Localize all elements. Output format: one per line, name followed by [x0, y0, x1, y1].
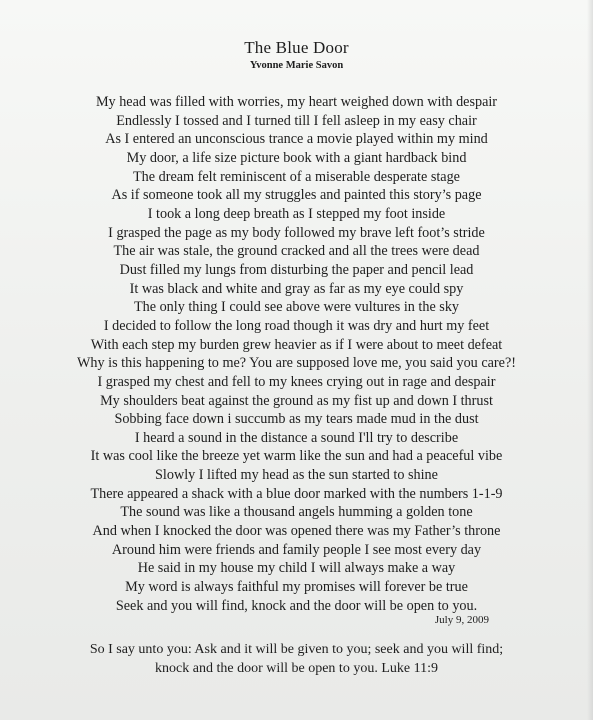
verse-line: So I say unto you: Ask and it will be given to you; seek and you will find; [89, 642, 504, 657]
poem-line: As if someone took all my struggles and painted this story’s page [111, 187, 482, 204]
poem-line: My word is always faithful my promises will forever be true [125, 579, 468, 596]
poem-line: Dust filled my lungs from disturbing the paper and pencil lead [119, 261, 474, 278]
poem-line: I took a long deep breath as I stepped my foot inside [147, 205, 446, 222]
poem-line: Endlessly I tossed and I turned till I fell asleep in my easy chair [116, 112, 477, 129]
poem-line: Sobbing face down i succumb as my tears made mud in the dust [114, 411, 479, 428]
poem-line: He said in my house my child I will always make a way [137, 560, 456, 577]
poem-line: My door, a life size picture book with a giant hardback bind [126, 149, 467, 166]
poem-line: The dream felt reminiscent of a miserable desperate stage [133, 168, 460, 185]
poem-line: I heard a sound in the distance a sound I'll try to describe [134, 429, 459, 446]
poem-line: With each step my burden grew heavier as if I were about to meet defeat [90, 336, 503, 353]
poem-line: Seek and you will find, knock and the door will be open to you. [115, 597, 478, 614]
poem-line: It was cool like the breeze yet warm like the sun and had a peaceful vibe [90, 448, 503, 465]
poem-line: And when I knocked the door was opened there was my Father’s throne [92, 523, 501, 540]
poem-line: Around him were friends and family people I see most every day [111, 541, 482, 558]
poem-line: The sound was like a thousand angels humming a golden tone [120, 504, 473, 521]
poem-line: I decided to follow the long road though it was dry and hurt my feet [103, 317, 490, 334]
poem-line: My head was filled with worries, my heart weighed down with despair [95, 94, 498, 110]
poem-author: Yvonne Marie Savon [249, 60, 344, 71]
poem-body [20, 93, 573, 615]
poem-line: There appeared a shack with a blue door marked with the numbers 1-1-9 [90, 485, 503, 502]
poem-line: The air was stale, the ground cracked and all the trees were dead [113, 243, 480, 260]
poem-line: Slowly I lifted my head as the sun started to shine [155, 467, 438, 484]
verse-line: knock and the door will be open to you. Luke 11:9 [155, 661, 438, 676]
poem-line: My shoulders beat against the ground as my fist up and down I thrust [100, 392, 493, 409]
poem-line: I grasped my chest and fell to my knees crying out in rage and despair [97, 373, 496, 390]
poem-line: As I entered an unconscious trance a movie played within my mind [105, 131, 488, 148]
poem-line: Why is this happening to me? You are supposed love me, you said you care?! [77, 355, 516, 372]
poem-title: The Blue Door [244, 38, 349, 57]
poem-line: I grasped the page as my body followed my brave left foot’s stride [108, 224, 485, 241]
poem-line: It was black and white and gray as far as my eye could spy [129, 280, 464, 297]
scripture-verse [20, 640, 573, 678]
poem-date: July 9, 2009 [434, 614, 489, 626]
poem-line: The only thing I could see above were vultures in the sky [133, 299, 460, 316]
